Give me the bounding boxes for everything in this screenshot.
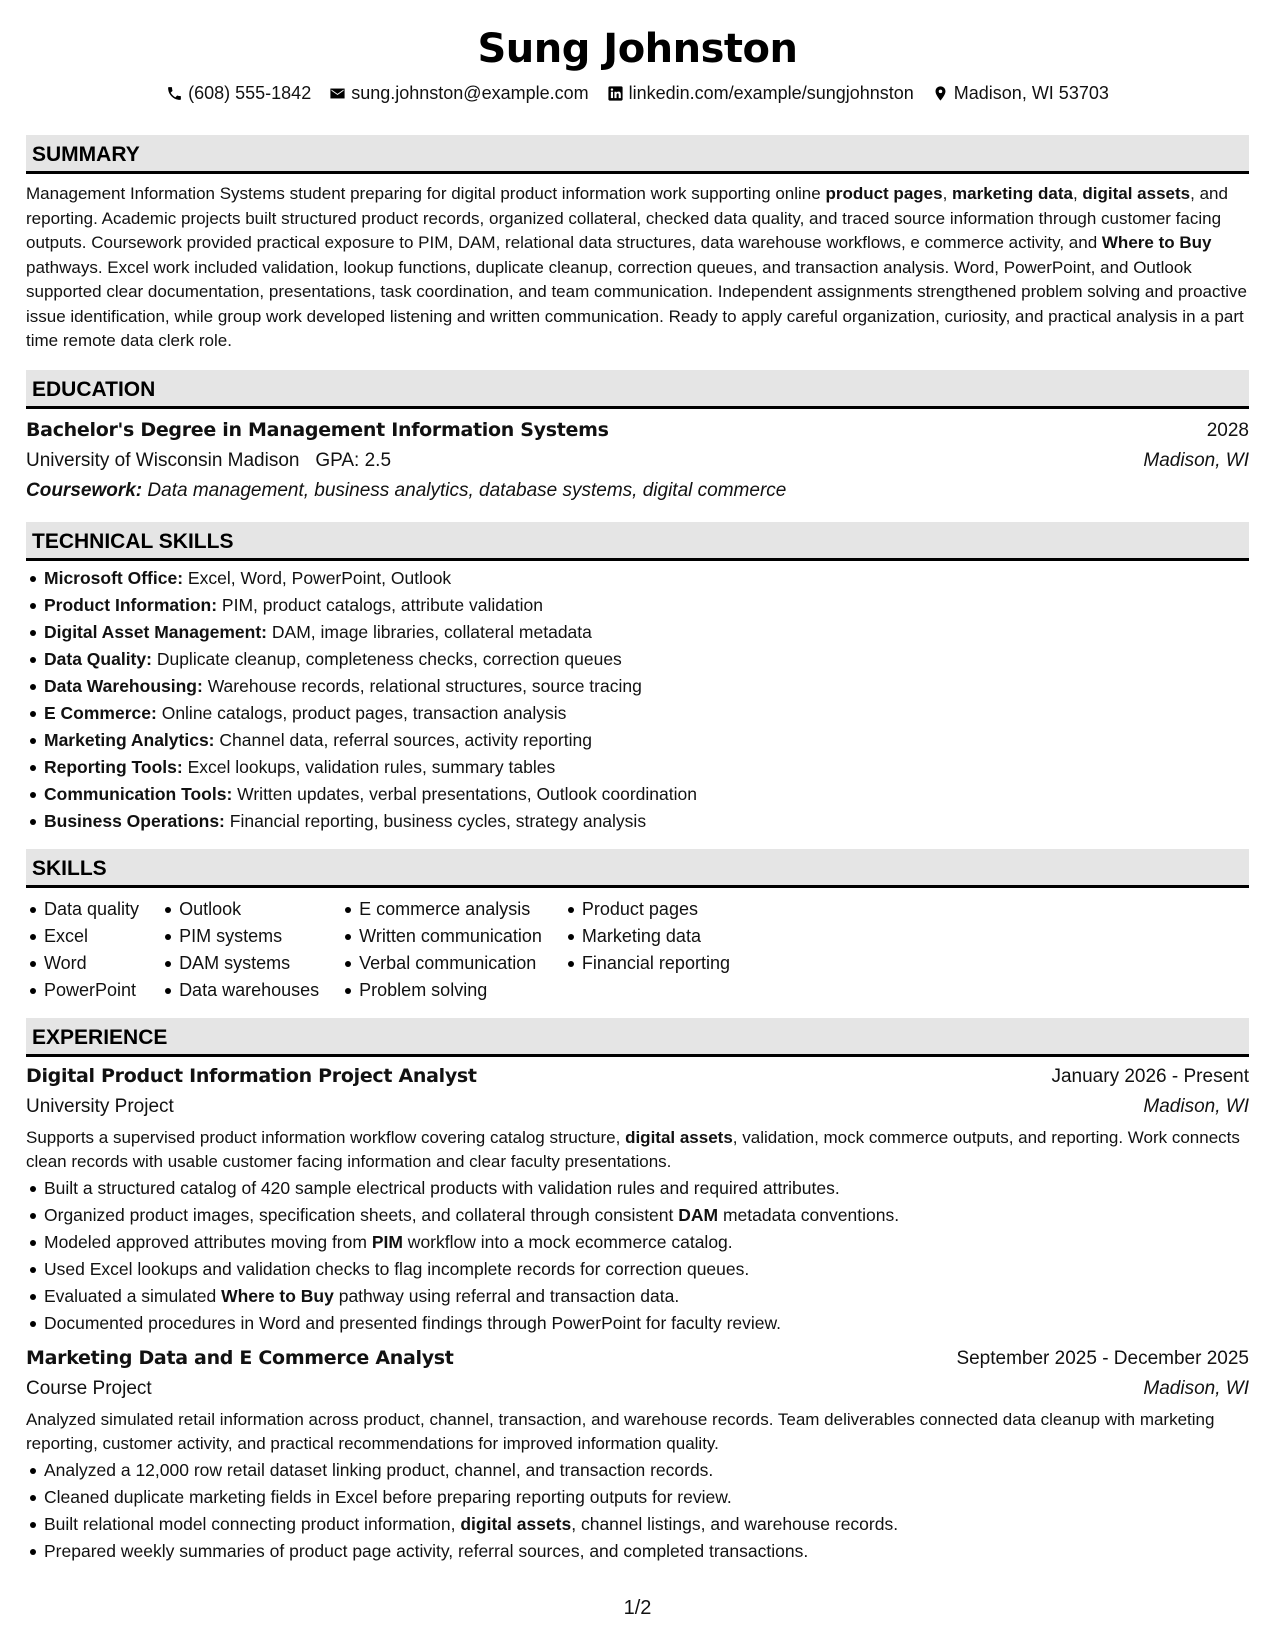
list-item [26,673,1249,700]
skill-text: PIM, product catalogs, attribute validation [221,594,543,615]
list-item: Modeled approved attributes moving from PIM workflow into a mock ecommerce catalog. [26,1229,1249,1256]
technical-skills-heading: TECHNICAL SKILLS [26,522,1249,561]
list-item: Product pages [564,896,730,923]
school-name: University of Wisconsin Madison [26,449,300,471]
list-item: Prepared weekly summaries of product page activity, referral sources, and completed transactions. [26,1538,1249,1565]
skills-heading: SKILLS [26,849,1249,888]
list-item: Documented procedures in Word and presented findings through PowerPoint for faculty review. [26,1310,1249,1337]
skill-label: Data Warehousing: [44,675,203,696]
linkedin-text[interactable]: linkedin.com/example/sungjohnston [628,83,914,103]
skill-text: Financial reporting, business cycles, strategy analysis [229,810,647,831]
experience-heading: EXPERIENCE [26,1018,1249,1057]
list-item [26,781,1249,808]
summary-text: Management Information Systems student preparing for digital product information work supporting online product pages, marketing data, digital assets, and reporting. Academic projects built structured product records, organized collateral, checked data quality, and traced source information through customer facing outputs. Coursework provided practical exposure to PIM, DAM, relational data structures, data warehouse workflows, e commerce activity, and Where to Buy pathways. Excel work included validation, lookup functions, duplicate cleanup, correction queues, and transaction analysis. Word, PowerPoint, and Outlook supported clear documentation, presentations, task coordination, and team communication. Independent assignments strengthened problem solving and proactive issue identification, while group work developed listening and written communication. Ready to apply careful organization, curiosity, and practical analysis in a part time remote data clerk role. [26,184,1247,350]
experience-entry-1 [26,1061,1249,1337]
job-location: Madison, WI [1143,1377,1249,1399]
skill-label: Product Information: [44,594,218,615]
contact-phone [166,81,311,105]
list-item: Marketing data [564,923,730,950]
technical-skills-section [26,522,1249,835]
school-line [26,446,391,476]
experience-section [26,1018,1249,1565]
job-org: Course Project [26,1377,152,1399]
education-section [26,370,1249,506]
skill-label: Communication Tools: [44,783,233,804]
graduation-year: 2028 [1206,419,1249,441]
candidate-name: Sung Johnston [477,26,798,72]
list-item: Analyzed a 12,000 row retail dataset linking product, channel, and transaction records. [26,1457,1249,1484]
skill-text: Online catalogs, product pages, transaction analysis [161,702,567,723]
list-item: PIM systems [161,923,319,950]
bold-keyword: digital assets [625,1127,733,1147]
bold-keyword: digital assets [460,1513,572,1534]
technical-skills-list [26,565,1249,835]
bold-keyword: digital assets [1082,184,1191,203]
list-item: DAM systems [161,950,319,977]
bold-keyword: PIM [371,1231,403,1252]
summary-heading: SUMMARY [26,135,1249,174]
skill-label: Digital Asset Management: [44,621,268,642]
contact-location [932,81,1109,105]
experience-entry-2 [26,1343,1249,1565]
bold-keyword: Where to Buy [1101,233,1212,252]
list-item [26,619,1249,646]
skill-text: Warehouse records, relational structures, source tracing [207,675,642,696]
page-number: 1/2 [623,1597,652,1619]
email-text[interactable]: sung.johnston@example.com [351,83,589,103]
contact-email[interactable] [329,81,588,105]
list-item [26,727,1249,754]
skill-label: Data Quality: [44,648,152,669]
job-bullets [26,1457,1249,1565]
bold-keyword: marketing data [952,184,1073,203]
skill-text: Written updates, verbal presentations, Outlook coordination [237,783,697,804]
skill-label: Business Operations: [44,810,225,831]
skill-label: Marketing Analytics: [44,729,215,750]
job-dates: September 2025 - December 2025 [956,1347,1249,1369]
job-org: University Project [26,1095,174,1117]
contact-bar [26,81,1249,105]
skill-label: Reporting Tools: [44,756,183,777]
list-item: Problem solving [341,977,542,1004]
list-item: Built a structured catalog of 420 sample electrical products with validation rules and required attributes. [26,1175,1249,1202]
list-item: Excel [26,923,139,950]
list-item [26,565,1249,592]
skill-label: Microsoft Office: [44,567,184,588]
list-item: Organized product images, specification sheets, and collateral through consistent DAM metadata conventions. [26,1202,1249,1229]
skills-column-3 [341,896,542,1004]
list-item: PowerPoint [26,977,139,1004]
job-bullets [26,1175,1249,1337]
list-item: Built relational model connecting product information, digital assets, channel listings, and warehouse records. [26,1511,1249,1538]
job-summary: Analyzed simulated retail information across product, channel, transaction, and warehouse records. Team deliverables connected data cleanup with marketing reporting, customer activity, and practical recommendations for improved information quality. [26,1409,1215,1453]
bold-keyword: Where to Buy [221,1285,334,1306]
job-title: Marketing Data and E Commerce Analyst [26,1346,454,1369]
summary-section [26,135,1249,354]
coursework-line [26,476,1249,506]
list-item: Data warehouses [161,977,319,1004]
skills-column-2 [161,896,319,1004]
list-item [26,754,1249,781]
list-item [26,646,1249,673]
list-item: Word [26,950,139,977]
list-item: Used Excel lookups and validation checks to flag incomplete records for correction queues. [26,1256,1249,1283]
degree-title: Bachelor's Degree in Management Information Systems [26,418,609,441]
skill-text: Duplicate cleanup, completeness checks, correction queues [156,648,622,669]
list-item: Outlook [161,896,319,923]
job-dates: January 2026 - Present [1051,1065,1249,1087]
location-text: Madison, WI 53703 [953,83,1109,103]
list-item [26,592,1249,619]
list-item [26,808,1249,835]
coursework-label: Coursework: [26,479,143,501]
job-location: Madison, WI [1143,1095,1249,1117]
list-item: Data quality [26,896,139,923]
linkedin-icon [607,85,624,102]
skill-text: Excel lookups, validation rules, summary tables [187,756,556,777]
list-item: Financial reporting [564,950,730,977]
skills-grid [26,892,1249,1004]
contact-linkedin[interactable] [607,81,914,105]
skills-column-4 [564,896,730,1004]
coursework-text: Data management, business analytics, database systems, digital commerce [147,479,787,501]
bold-keyword: product pages [825,184,943,203]
phone-text: (608) 555-1842 [188,83,312,103]
list-item: Cleaned duplicate marketing fields in Excel before preparing reporting outputs for review. [26,1484,1249,1511]
school-location: Madison, WI [1143,449,1249,471]
education-heading: EDUCATION [26,370,1249,409]
skill-text: Channel data, referral sources, activity reporting [219,729,592,750]
list-item: Verbal communication [341,950,542,977]
skills-column-1 [26,896,139,1004]
bold-keyword: DAM [678,1204,719,1225]
skills-section [26,849,1249,1004]
map-pin-icon [932,85,949,102]
phone-icon [166,85,183,102]
list-item: Written communication [341,923,542,950]
job-title: Digital Product Information Project Analyst [26,1064,477,1087]
skill-text: Excel, Word, PowerPoint, Outlook [187,567,452,588]
list-item: Evaluated a simulated Where to Buy pathway using referral and transaction data. [26,1283,1249,1310]
job-summary: Supports a supervised product information workflow covering catalog structure, digital assets, validation, mock commerce outputs, and reporting. Work connects clean records with usable customer facing information and clear faculty presentations. [26,1127,1240,1171]
list-item [26,700,1249,727]
gpa: GPA: 2.5 [315,449,392,471]
skill-text: DAM, image libraries, collateral metadata [271,621,592,642]
envelope-icon [329,85,346,102]
skill-label: E Commerce: [44,702,157,723]
list-item: E commerce analysis [341,896,542,923]
